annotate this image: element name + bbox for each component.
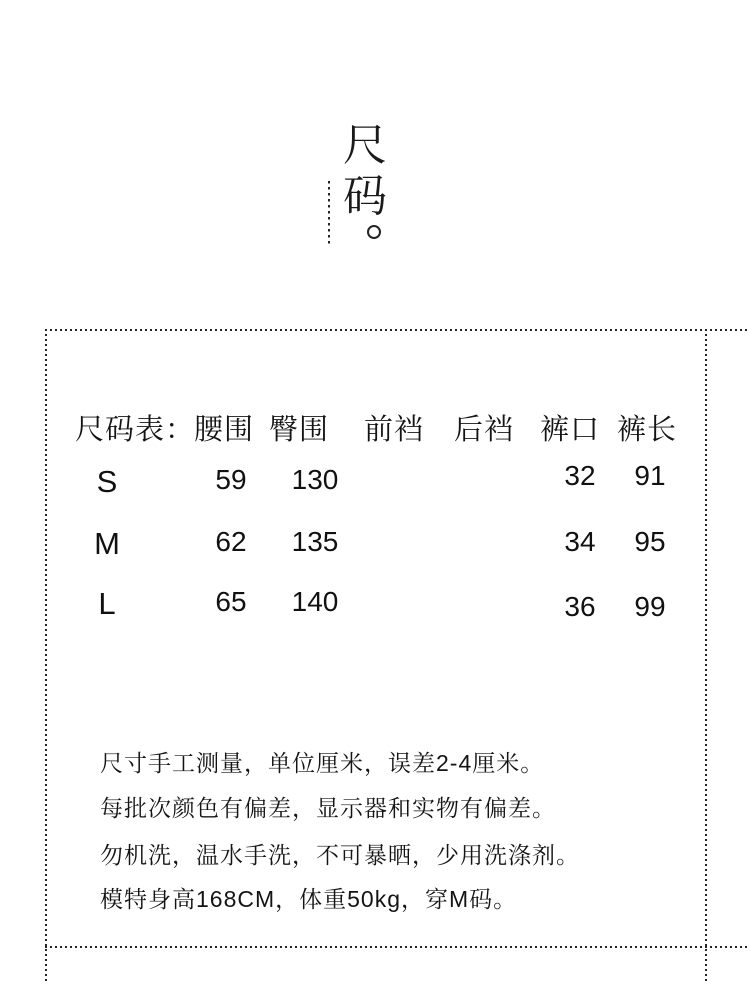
size-table-label: 尺码表：	[75, 414, 196, 446]
column-header-front-rise: 前裆	[363, 414, 425, 446]
cell-leg-opening: 34	[564, 526, 596, 557]
frame-border-top	[45, 329, 750, 331]
table-row-l	[0, 586, 750, 622]
size-label: S	[96, 464, 118, 499]
table-row-m	[0, 526, 750, 562]
title-period-circle-icon	[367, 225, 381, 239]
cell-leg-opening: 32	[564, 460, 596, 491]
column-header-back-rise: 后裆	[453, 414, 515, 446]
cell-waist: 59	[215, 464, 247, 495]
cell-waist: 65	[215, 586, 247, 617]
cell-hip: 130	[291, 464, 339, 495]
cell-waist: 62	[215, 526, 247, 557]
frame-border-bottom	[45, 946, 750, 948]
note-color-deviation: 每批次颜色有偏差，显示器和实物有偏差。	[100, 795, 556, 821]
title-char-2: 码	[343, 171, 387, 222]
note-model-info: 模特身高168CM，体重50kg，穿M码。	[100, 886, 518, 912]
column-header-hip: 臀围	[268, 414, 330, 446]
title-char-1: 尺	[343, 120, 387, 171]
size-table-header	[0, 407, 750, 446]
cell-pants-length: 95	[634, 526, 666, 557]
title-dotted-divider	[328, 181, 330, 246]
size-label: L	[98, 586, 116, 621]
cell-pants-length: 99	[634, 591, 666, 622]
page-title	[336, 120, 394, 239]
cell-hip: 140	[291, 586, 339, 617]
column-header-pants-length: 裤长	[616, 414, 678, 446]
note-measurement-tolerance: 尺寸手工测量，单位厘米，误差2-4厘米。	[100, 750, 545, 776]
cell-pants-length: 91	[634, 460, 666, 491]
size-label: M	[94, 526, 120, 561]
column-header-waist: 腰围	[193, 414, 255, 446]
table-row-s	[0, 460, 750, 500]
note-washing-care: 勿机洗，温水手洗，不可暴晒，少用洗涤剂。	[100, 842, 580, 868]
cell-leg-opening: 36	[564, 591, 596, 622]
cell-hip: 135	[291, 526, 339, 557]
column-header-leg-opening: 裤口	[539, 414, 601, 446]
